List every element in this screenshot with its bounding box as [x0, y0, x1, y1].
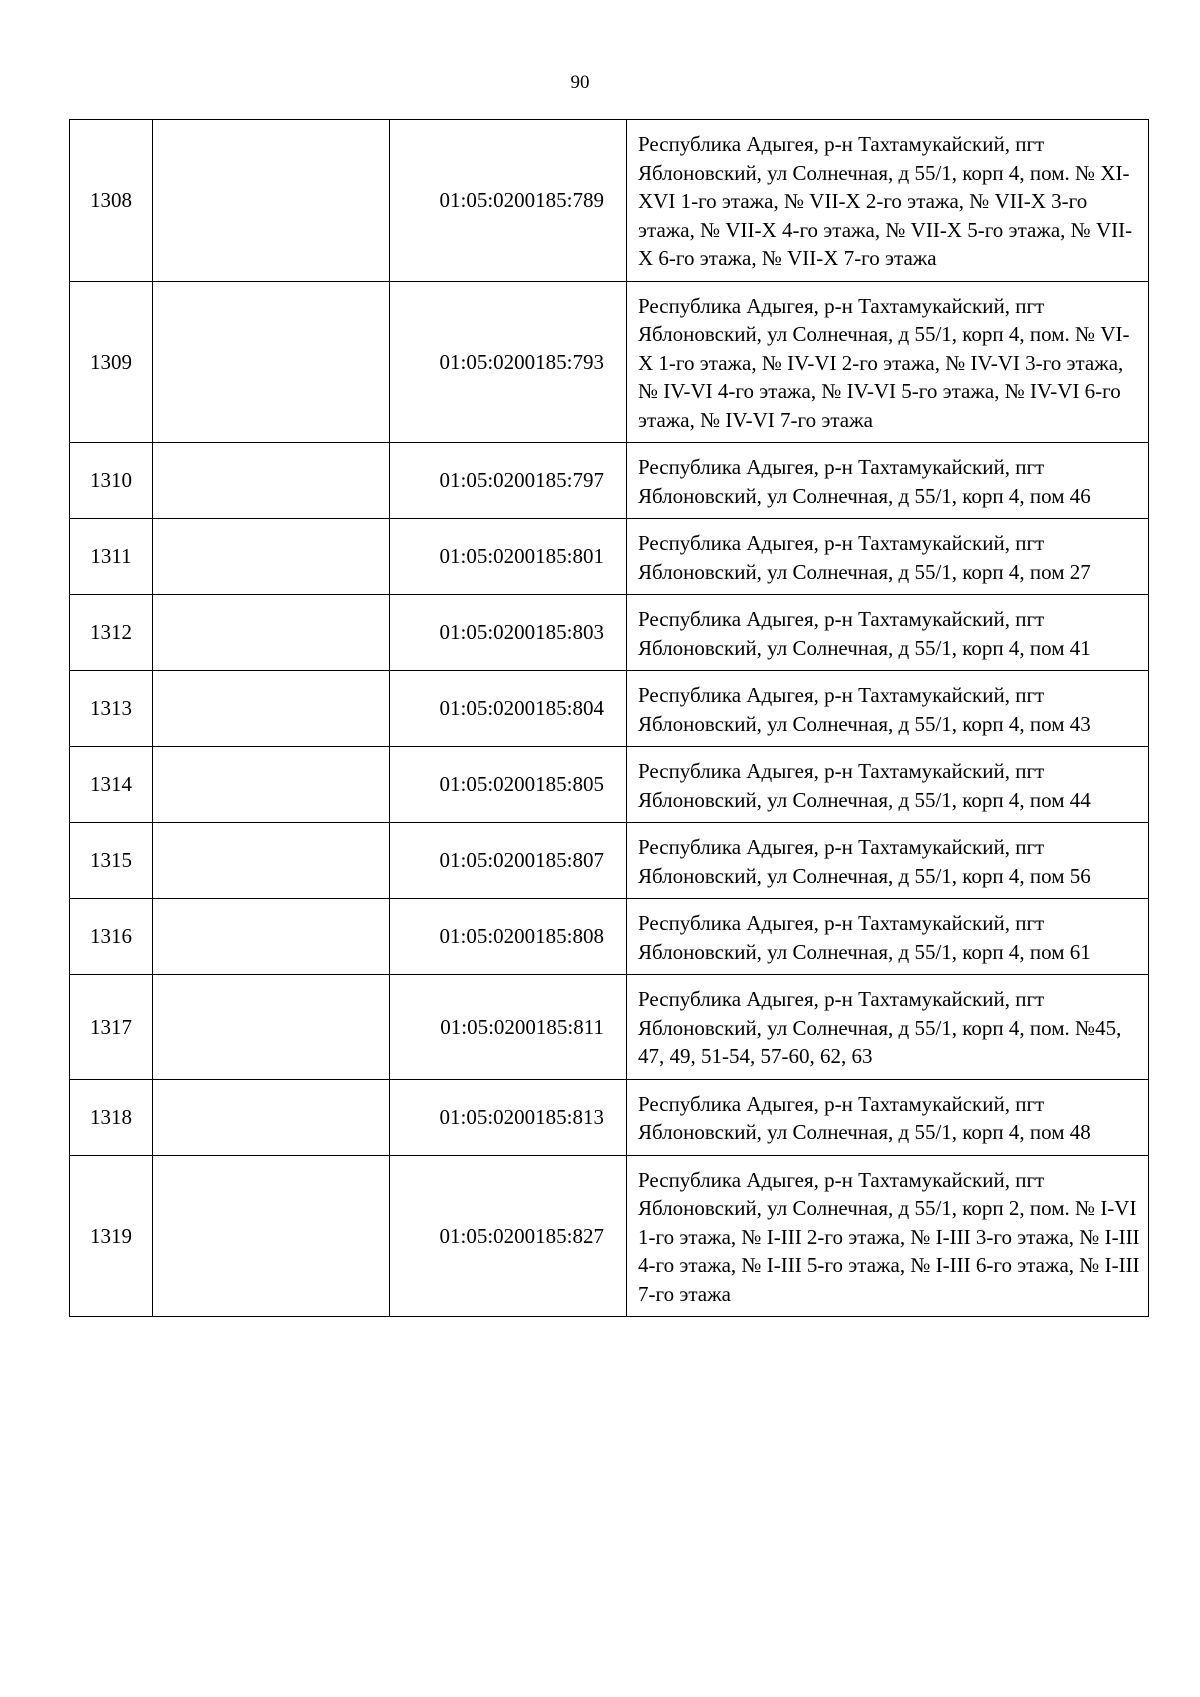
- table-row: [70, 671, 1149, 747]
- cadastral-number: 01:05:0200185:801: [390, 519, 627, 595]
- empty-cell: [153, 823, 390, 899]
- address: Республика Адыгея, р-н Тахтамукайский, пгт Яблоновский, ул Солнечная, д 55/1, корп 4, пом 46: [627, 443, 1149, 519]
- page-number: 90: [570, 72, 590, 93]
- row-number: 1311: [70, 519, 153, 595]
- cadastral-number: 01:05:0200185:797: [390, 443, 627, 519]
- address: Республика Адыгея, р-н Тахтамукайский, пгт Яблоновский, ул Солнечная, д 55/1, корп 4, пом. № VI-X 1-го этажа, № IV-VI 2-го этажа, № IV-VI 3-го этажа, № IV-VI 4-го этажа, № IV-VI 5-го этажа, № IV-VI 6-го этажа, № IV-VI 7-го этажа: [627, 281, 1149, 443]
- address: Республика Адыгея, р-н Тахтамукайский, пгт Яблоновский, ул Солнечная, д 55/1, корп 4, пом 43: [627, 671, 1149, 747]
- address: Республика Адыгея, р-н Тахтамукайский, пгт Яблоновский, ул Солнечная, д 55/1, корп 4, пом. № XI-XVI 1-го этажа, № VII-X 2-го этажа, № VII-X 3-го этажа, № VII-X 4-го этажа, № VII-X 5-го этажа, № VII-X 6-го этажа, № VII-X 7-го этажа: [627, 120, 1149, 282]
- empty-cell: [153, 281, 390, 443]
- address: Республика Адыгея, р-н Тахтамукайский, пгт Яблоновский, ул Солнечная, д 55/1, корп 4, пом 48: [627, 1079, 1149, 1155]
- property-registry-table: [69, 119, 1149, 1317]
- empty-cell: [153, 1079, 390, 1155]
- empty-cell: [153, 899, 390, 975]
- table-row: [70, 1079, 1149, 1155]
- empty-cell: [153, 975, 390, 1080]
- table-row: [70, 1155, 1149, 1317]
- row-number: 1315: [70, 823, 153, 899]
- cadastral-number: 01:05:0200185:813: [390, 1079, 627, 1155]
- row-number: 1308: [70, 120, 153, 282]
- cadastral-number: 01:05:0200185:807: [390, 823, 627, 899]
- table-row: [70, 975, 1149, 1080]
- cadastral-number: 01:05:0200185:803: [390, 595, 627, 671]
- address: Республика Адыгея, р-н Тахтамукайский, пгт Яблоновский, ул Солнечная, д 55/1, корп 4, пом 27: [627, 519, 1149, 595]
- address: Республика Адыгея, р-н Тахтамукайский, пгт Яблоновский, ул Солнечная, д 55/1, корп 4, пом 56: [627, 823, 1149, 899]
- address: Республика Адыгея, р-н Тахтамукайский, пгт Яблоновский, ул Солнечная, д 55/1, корп 4, пом 44: [627, 747, 1149, 823]
- address: Республика Адыгея, р-н Тахтамукайский, пгт Яблоновский, ул Солнечная, д 55/1, корп 4, пом 41: [627, 595, 1149, 671]
- row-number: 1310: [70, 443, 153, 519]
- empty-cell: [153, 519, 390, 595]
- empty-cell: [153, 120, 390, 282]
- row-number: 1319: [70, 1155, 153, 1317]
- cadastral-number: 01:05:0200185:804: [390, 671, 627, 747]
- table-row: [70, 519, 1149, 595]
- empty-cell: [153, 671, 390, 747]
- cadastral-number: 01:05:0200185:827: [390, 1155, 627, 1317]
- row-number: 1309: [70, 281, 153, 443]
- cadastral-number: 01:05:0200185:789: [390, 120, 627, 282]
- row-number: 1313: [70, 671, 153, 747]
- cadastral-number: 01:05:0200185:793: [390, 281, 627, 443]
- table-row: [70, 747, 1149, 823]
- empty-cell: [153, 1155, 390, 1317]
- empty-cell: [153, 595, 390, 671]
- row-number: 1312: [70, 595, 153, 671]
- cadastral-number: 01:05:0200185:805: [390, 747, 627, 823]
- table-row: [70, 823, 1149, 899]
- table-row: [70, 443, 1149, 519]
- row-number: 1318: [70, 1079, 153, 1155]
- address: Республика Адыгея, р-н Тахтамукайский, пгт Яблоновский, ул Солнечная, д 55/1, корп 4, пом. №45, 47, 49, 51-54, 57-60, 62, 63: [627, 975, 1149, 1080]
- row-number: 1317: [70, 975, 153, 1080]
- row-number: 1316: [70, 899, 153, 975]
- cadastral-number: 01:05:0200185:811: [390, 975, 627, 1080]
- address: Республика Адыгея, р-н Тахтамукайский, пгт Яблоновский, ул Солнечная, д 55/1, корп 2, пом. № I-VI 1-го этажа, № I-III 2-го этажа, № I-III 3-го этажа, № I-III 4-го этажа, № I-III 5-го этажа, № I-III 6-го этажа, № I-III 7-го этажа: [627, 1155, 1149, 1317]
- row-number: 1314: [70, 747, 153, 823]
- address: Республика Адыгея, р-н Тахтамукайский, пгт Яблоновский, ул Солнечная, д 55/1, корп 4, пом 61: [627, 899, 1149, 975]
- empty-cell: [153, 443, 390, 519]
- table-row: [70, 120, 1149, 282]
- table-row: [70, 595, 1149, 671]
- table-row: [70, 281, 1149, 443]
- empty-cell: [153, 747, 390, 823]
- table-row: [70, 899, 1149, 975]
- cadastral-number: 01:05:0200185:808: [390, 899, 627, 975]
